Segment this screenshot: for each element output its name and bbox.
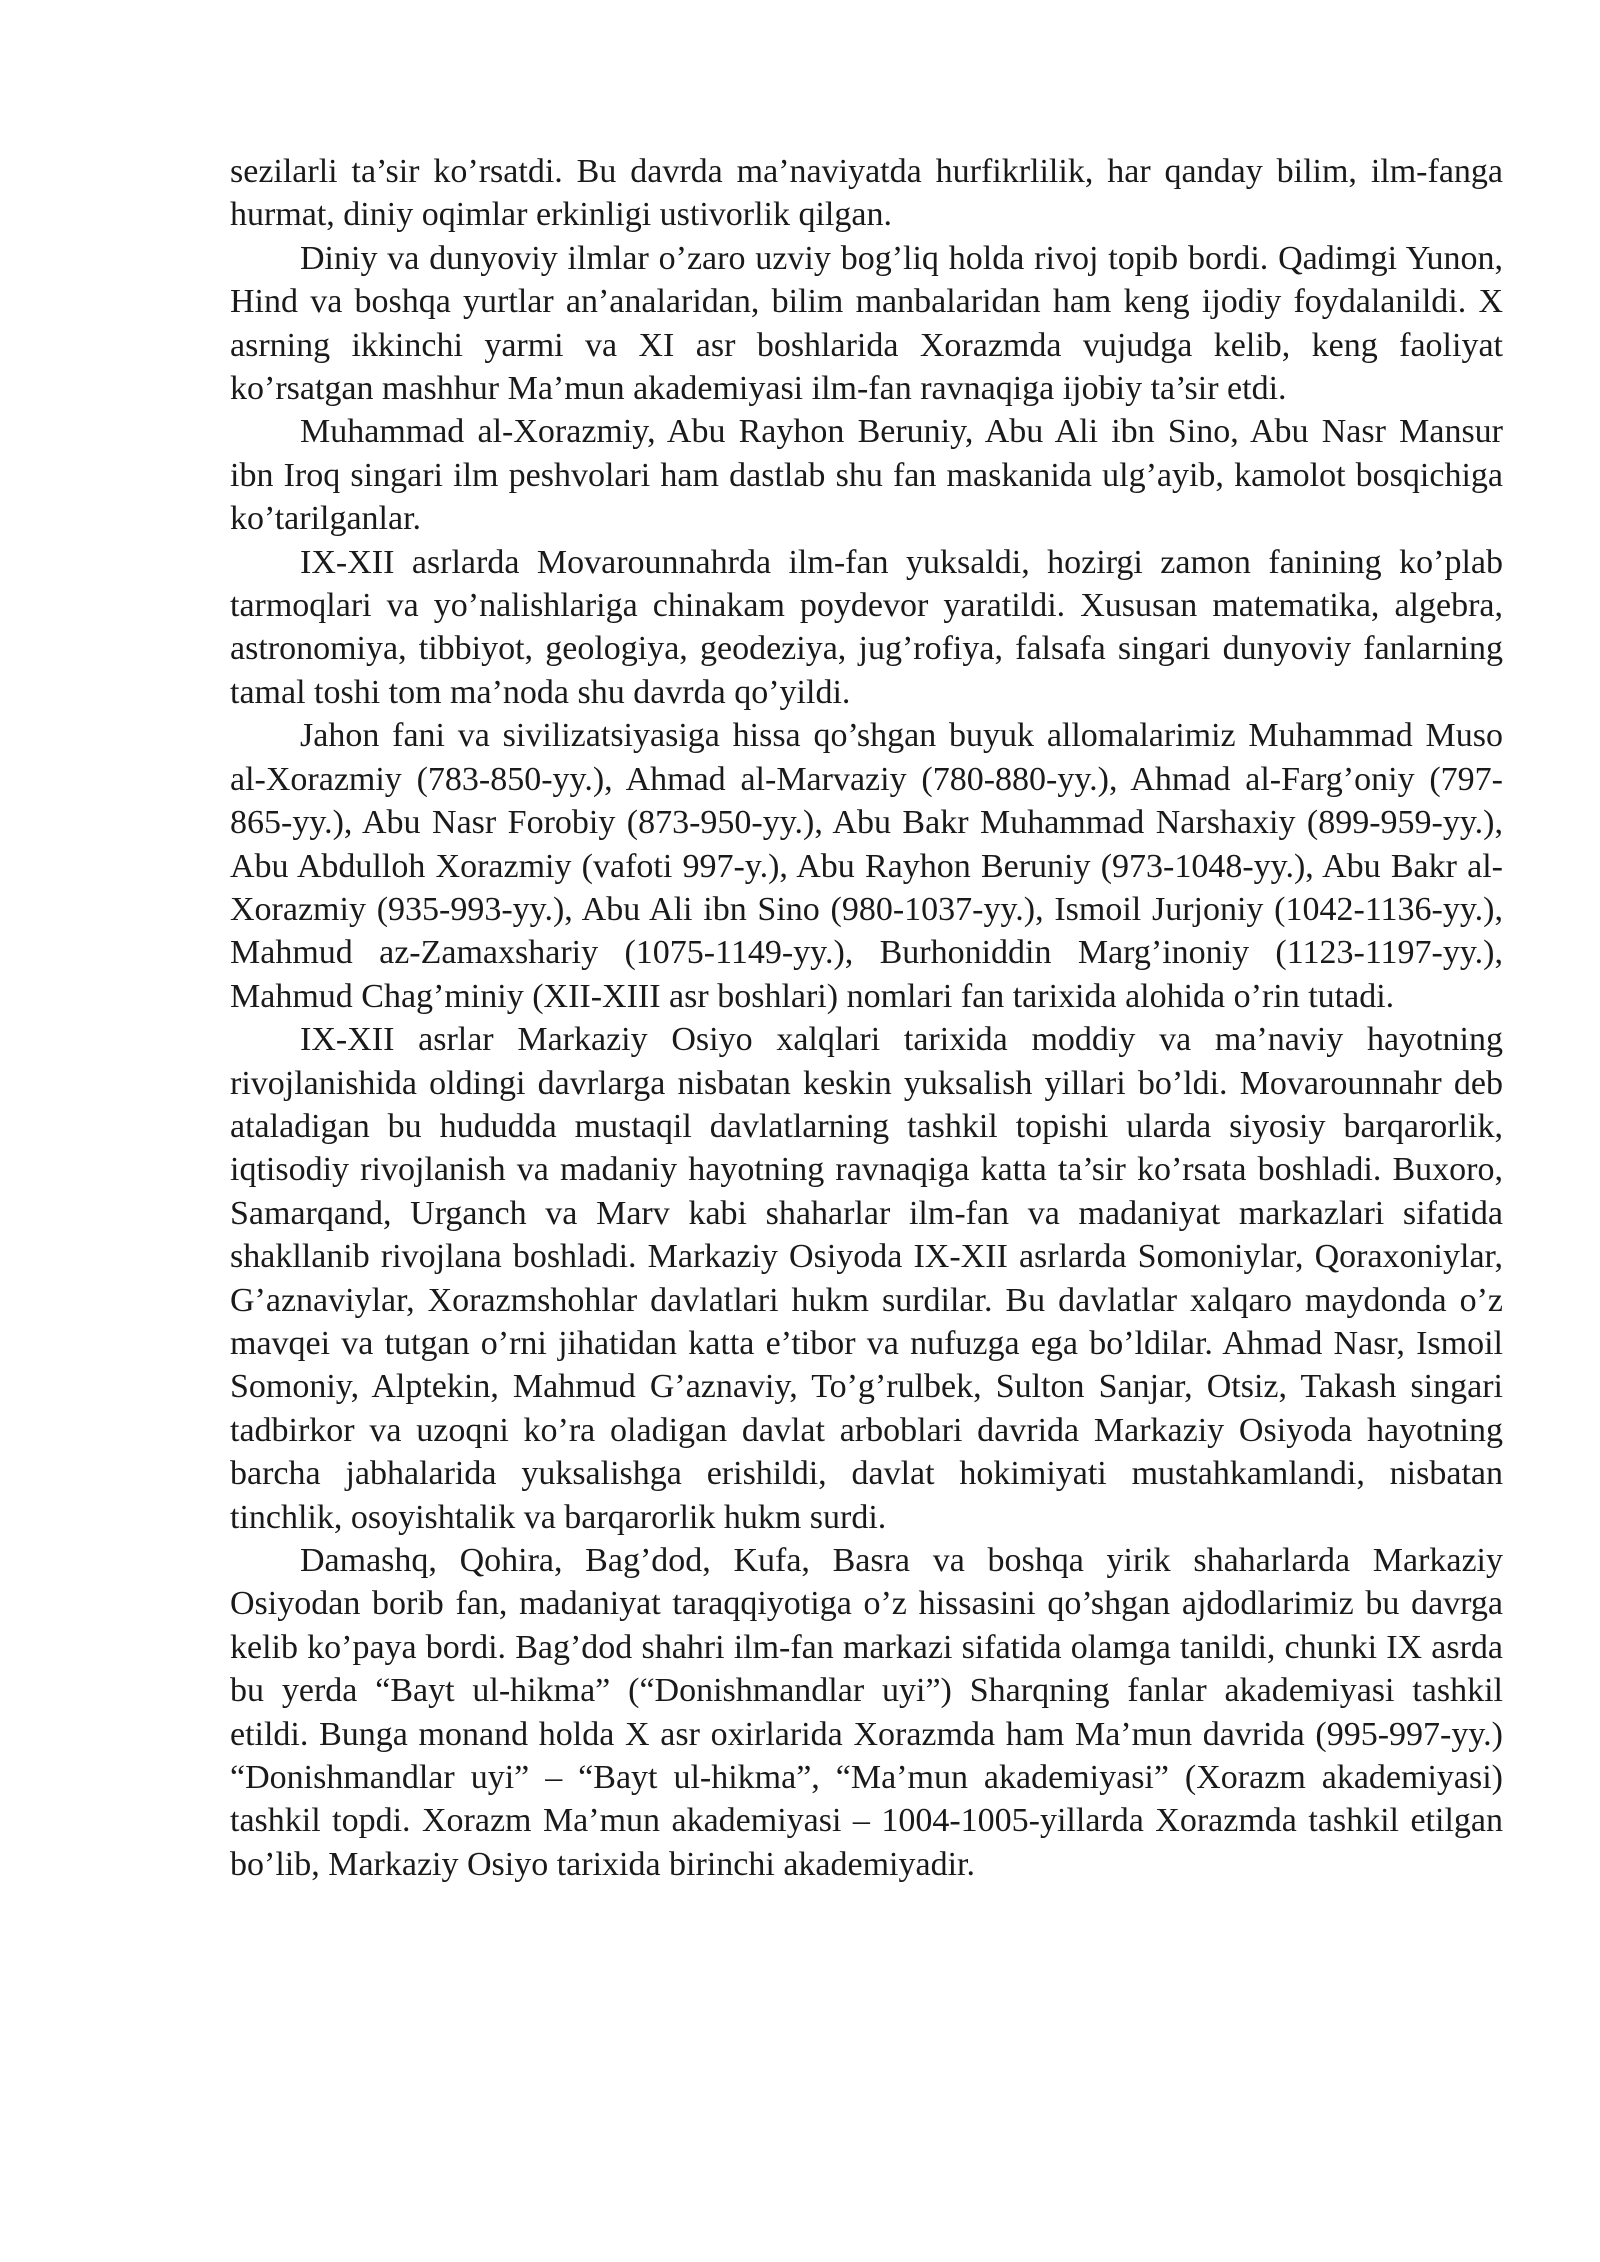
paragraph-continued: sezilarli ta’sir ko’rsatdi. Bu davrda ma’naviyatda hurfikrlilik, har qanday bilim, ilm-fanga hurmat, diniy oqimlar erkinligi ustivorlik qilgan. xyxy=(230,153,1503,234)
paragraph-academies: Damashq, Qohira, Bag’dod, Kufa, Basra va boshqa yirik shaharlarda Markaziy Osiyodan borib fan, madaniyat taraqqiyotiga o’z hissasini qo’shgan ajdodlarimiz bu davrga kelib ko’paya bordi. Bag’dod shahri ilm-fan markazi sifatida olamga tanildi, chunki IX asrda bu yerda “Bayt ul-hikma” (“Donishmandlar uyi”) Sharqning fanlar akademiyasi tashkil etildi. Bunga monand holda X asr oxirlarida Xorazmda ham Ma’mun davrida (995-997-yy.) “Donishmandlar uyi” – “Bayt ul-hikma”, “Ma’mun akademiyasi” (Xorazm akademiyasi) tashkil topdi. Xorazm Ma’mun akademiyasi – 1004-1005-yillarda Xorazmda tashkil etilgan bo’lib, Markaziy Osiyo tarixida birinchi akademiyadir. xyxy=(230,1542,1503,1883)
paragraph-central-asia-history: IX-XII asrlar Markaziy Osiyo xalqlari tarixida moddiy va ma’naviy hayotning rivojlanishida oldingi davrlarga nisbatan keskin yuksalish yillari bo’ldi. Movarounnahr deb ataladigan bu hududda mustaqil davlatlarning tashkil topishi ularda siyosiy barqarorlik, iqtisodiy rivojlanish va madaniy hayotning ravnaqiga katta ta’sir ko’rsata boshladi. Buxoro, Samarqand, Urganch va Marv kabi shaharlar ilm-fan va madaniyat markazlari sifatida shakllanib rivojlana boshladi. Markaziy Osiyoda IX-XII asrlarda Somoniylar, Qoraxoniylar, G’aznaviylar, Xorazmshohlar davlatlari hukm surdilar. Bu davlatlar xalqaro maydonda o’z mavqei va tutgan o’rni jihatidan katta e’tibor va nufuzga ega bo’ldilar. Ahmad Nasr, Ismoil Somoniy, Alptekin, Mahmud G’aznaviy, To’g’rulbek, Sulton Sanjar, Otsiz, Takash singari tadbirkor va uzoqni ko’ra oladigan davlat arboblari davrida Markaziy Osiyoda hayotning barcha jabhalarida yuksalishga erishildi, davlat hokimiyati mustahkamlandi, nisbatan tinchlik, osoyishtalik va barqarorlik hukm surdi. xyxy=(230,1021,1503,1536)
paragraph-sciences: Diniy va dunyoviy ilmlar o’zaro uzviy bog’liq holda rivoj topib bordi. Qadimgi Yunon, Hind va boshqa yurtlar an’analaridan, bilim manbalaridan ham keng ijodiy foydalanildi. X asrning ikkinchi yarmi va XI asr boshlarida Xorazmda vujudga kelib, keng faoliyat ko’rsatgan mashhur Ma’mun akademiyasi ilm-fan ravnaqiga ijobiy ta’sir etdi. xyxy=(230,239,1503,408)
paragraph-great-scholars: Jahon fani va sivilizatsiyasiga hissa qo’shgan buyuk allomalarimiz Muhammad Muso al-Xorazmiy (783-850-yy.), Ahmad al-Marvaziy (780-880-yy.), Ahmad al-Farg’oniy (797-865-yy.), Abu Nasr Forobiy (873-950-yy.), Abu Bakr Muhammad Narshaxiy (899-959-yy.), Abu Abdulloh Xorazmiy (vafoti 997-y.), Abu Rayhon Beruniy (973-1048-yy.), Abu Bakr al-Xorazmiy (935-993-yy.), Abu Ali ibn Sino (980-1037-yy.), Ismoil Jurjoniy (1042-1136-yy.), Mahmud az-Zamaxshariy (1075-1149-yy.), Burhoniddin Marg’inoniy (1123-1197-yy.), Mahmud Chag’miniy (XII-XIII asr boshlari) nomlari fan tarixida alohida o’rin tutadi. xyxy=(230,717,1503,1015)
paragraph-scholars: Muhammad al-Xorazmiy, Abu Rayhon Beruniy, Abu Ali ibn Sino, Abu Nasr Mansur ibn Iroq singari ilm peshvolari ham dastlab shu fan maskanida ulg’ayib, kamolot bosqichiga ko’tarilganlar. xyxy=(230,413,1503,538)
document-body xyxy=(230,150,1503,1886)
paragraph-movarounnahr-science: IX-XII asrlarda Movarounnahrda ilm-fan yuksaldi, hozirgi zamon fanining ko’plab tarmoqlari va yo’nalishlariga chinakam poydevor yaratildi. Xususan matematika, algebra, astronomiya, tibbiyot, geologiya, geodeziya, jug’rofiya, falsafa singari dunyoviy fanlarning tamal toshi tom ma’noda shu davrda qo’yildi. xyxy=(230,543,1503,711)
